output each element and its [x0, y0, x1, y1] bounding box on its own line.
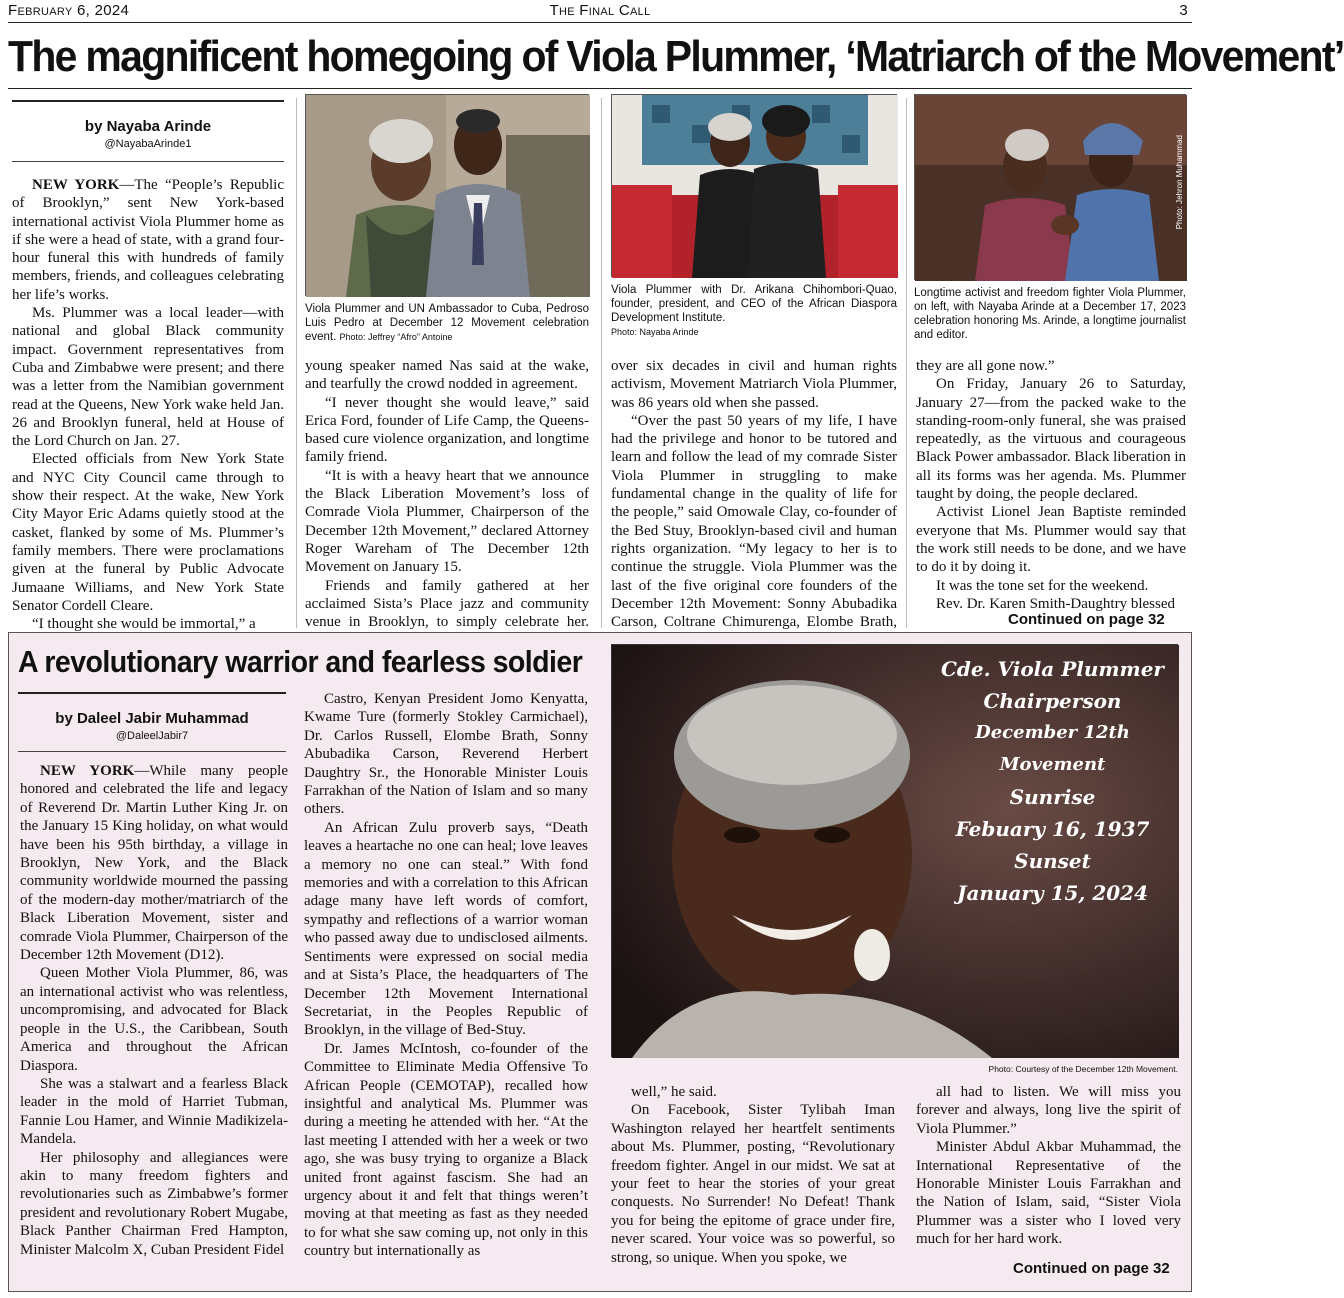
article-paragraph [916, 375, 1186, 503]
article-paragraph [611, 1083, 895, 1101]
article2-column-1 [20, 762, 288, 1288]
article-paragraph [304, 819, 588, 1040]
paragraph-text: “It is with a heavy heart that we announce the Black Liberation Movement’s loss of Comrade Viola Plummer, Chairperson of the December 12th Movement,” declared Attorney Roger Wareham of The December 12th Movement on January 15. [305, 467, 589, 576]
paragraph-text: Queen Mother Viola Plummer, 86, was an international activist who was relentless, uncompromising, and advocated for Black people in the U.S., the Caribbean, South America and throughout the African Diaspora. [20, 965, 288, 1074]
photo2-credit: Photo: Nayaba Arinde [611, 327, 699, 337]
photo1-caption-text: Viola Plummer and UN Ambassador to Cuba, Pedroso Luis Pedro at December 12 Movement celebration event. [305, 303, 589, 343]
paragraph-text: they are all gone now.” [916, 358, 1055, 374]
article-paragraph [304, 690, 588, 819]
photo-plummer-chihombori-image [612, 95, 898, 278]
paragraph-text: Minister Abdul Akbar Muhammad, the International Representative of the Honorable Minister Louis Farrakhan and the Nation of Islam, said, “Sister Viola Plummer was a sister who I loved very much for her hard work. [916, 1139, 1181, 1248]
photo3-caption: Longtime activist and freedom fighter Viola Plummer, on left, with Nayaba Arinde at a December 17, 2023 celebration honoring Ms. Arinde, a longtime journalist and editor. [914, 287, 1186, 341]
portrait-memorial-text [930, 653, 1175, 909]
paragraph-text: young speaker named Nas said at the wake, and tearfully the crowd nodded in agreement. [305, 358, 589, 393]
photo-plummer-chihombori [611, 94, 897, 277]
article-paragraph [20, 1075, 288, 1149]
portrait-viola-plummer [611, 644, 1178, 1057]
memorial-line: Chairperson [983, 689, 1122, 713]
paragraph-text: all had to listen. We will miss you forever and always, long live the spirit of Viola Plummer.” [916, 1084, 1181, 1137]
article1-column-3 [611, 357, 897, 631]
header-rule [8, 22, 1192, 23]
paragraph-text: “I thought she would be immortal,” a [32, 616, 256, 633]
paragraph-text: Rev. Dr. Karen Smith-Daughtry blessed [936, 595, 1175, 612]
memorial-line: Sunset [1014, 849, 1091, 873]
article1-byline [12, 100, 284, 162]
paragraph-text: —The “People’s Republic of Brooklyn,” sent New York-based international activist Viola Plummer home as if she were a head of state, with a grand four-hour funeral this with hundreds of family members, friends, and colleagues celebrating her life’s works. [12, 177, 284, 303]
article-paragraph [916, 357, 1186, 375]
paragraph-text: Dr. James McIntosh, co-founder of the Committee to Eliminate Media Offensive To African People (CEMOTAP), recalled how insightful and analytical Ms. Plummer was during a meeting he attended with her. “At the last meeting I attended with her a week or two ago, she was busy trying to organize a Black united front against fascism. She had an urgency about it and felt that things weren’t moving at that meeting as fast as they needed to for what she saw coming up, not only in this country but internationally as [304, 1040, 588, 1260]
article-paragraph [304, 1040, 588, 1261]
photo-plummer-ambassador-image [306, 95, 590, 297]
article-paragraph [12, 176, 284, 304]
article-paragraph [20, 1149, 288, 1259]
photo1-credit: Photo: Jeffrey “Afro” Antoine [339, 332, 453, 342]
paragraph-text: over six decades in civil and human rights activism, Movement Matriarch Viola Plummer, was 86 years old when she passed. [611, 358, 897, 411]
photo-plummer-ambassador [305, 94, 589, 296]
memorial-line: December 12th Movement [975, 722, 1130, 775]
main-headline: The magnificent homegoing of Viola Plummer, ‘Matriarch of the Movement’ [8, 32, 1344, 81]
issue-date: February 6, 2024 [8, 2, 130, 19]
article-paragraph [611, 412, 897, 650]
paragraph-text: Friends and family gathered at her acclaimed Sista’s Place jazz and community venue in Brooklyn, to simply celebrate her. [305, 577, 589, 631]
article-paragraph [12, 615, 284, 633]
page-number: 3 [1179, 2, 1188, 19]
article2-column-4 [916, 1083, 1181, 1253]
column-divider [296, 98, 297, 628]
photo1-caption [305, 302, 589, 344]
article-paragraph [20, 964, 288, 1074]
article-paragraph [916, 1083, 1181, 1138]
paragraph-text: On Facebook, Sister Tylibah Iman Washington relayed her heartfelt sentiments about Ms. Plummer, posting, “Revolutionary freedom fighter. Angel in our midst. We sat at your feet to hear the stories of your great conquests. No Surrender! No Defeat! Thank you for being the epitome of grace under fire, never scared. Your voice was so powerful, so strong, so unique. When you spoke, we [611, 1102, 895, 1266]
dateline: NEW YORK [32, 177, 120, 193]
photo-plummer-arinde-image [915, 95, 1187, 281]
dateline: NEW YORK [40, 763, 135, 779]
photo-plummer-arinde [914, 94, 1186, 280]
article-paragraph [305, 467, 589, 577]
paragraph-text: Ms. Plummer was a local leader—with national and global Black community impact. Government representatives from Cuba and Zimbabwe were present; and there was a letter from the Namibian government read at the Queens, New York wake held Jan. 26 and Brooklyn funeral, held at House of the Lord Church on Jan. 27. [12, 305, 285, 450]
portrait-credit: Photo: Courtesy of the December 12th Movement. [988, 1064, 1178, 1074]
photo3-credit: Photo: Jehron Muhammad [1175, 135, 1184, 230]
article-paragraph [611, 1101, 895, 1267]
article-paragraph [916, 577, 1186, 595]
paragraph-text: It was the tone set for the weekend. [936, 577, 1149, 594]
paragraph-text: Activist Lionel Jean Baptiste reminded everyone that Ms. Plummer would say that the work still needs to be done, and we have to do it by doing it. [916, 504, 1186, 576]
memorial-line: Cde. Viola Plummer [941, 657, 1164, 681]
article1-continued-label: Continued on page 32 [1008, 611, 1165, 628]
column-divider [906, 98, 907, 628]
paragraph-text: Castro, Kenyan President Jomo Kenyatta, Kwame Ture (formerly Stokley Carmichael), Dr. Carlos Russell, Elombe Brath, Sonny Abubadika Carson, Reverend Herbert Daughtry Sr., the Honorable Minister Louis Farrakhan of the Nation of Islam and so many others. [304, 691, 588, 818]
article-paragraph [916, 1138, 1181, 1248]
article-paragraph [305, 357, 589, 394]
article-paragraph [20, 762, 288, 964]
paragraph-text: She was a stalwart and a fearless Black leader in the mold of Harriet Tubman, Fannie Lou Hamer, and Winnie Madikizela-Mandela. [20, 1075, 288, 1148]
paragraph-text: “I never thought she would leave,” said Erica Ford, founder of Life Camp, the Queens-based cure violence organization, and longtime family friend. [305, 394, 589, 466]
article-paragraph [305, 394, 589, 467]
memorial-line: Febuary 16, 1937 [955, 817, 1150, 841]
byline-handle: @DaleelJabir7 [115, 730, 189, 742]
byline-handle: @NayabaArinde1 [104, 138, 192, 150]
article1-column-2 [305, 357, 589, 631]
article1-column-1 [12, 176, 285, 633]
article-paragraph [12, 304, 284, 450]
article1-column-4 [916, 357, 1186, 611]
photo2-caption-text: Viola Plummer with Dr. Arikana Chihombori-Quao, founder, president, and CEO of the African Diaspora Development Institute. [611, 284, 897, 324]
photo2-caption [611, 283, 897, 339]
byline-name: by Daleel Jabir Muhammad [55, 710, 249, 727]
memorial-line: Sunrise [1009, 785, 1096, 809]
paragraph-text: Her philosophy and allegiances were akin to many freedom fighters and revolutionaries such as Zimbabwe’s former president and revolutionary Robert Mugabe, Black Panther Chairman Fred Hampton, Minister Malcolm X, Cuban President Fidel [20, 1149, 288, 1258]
paragraph-text: well,” he said. [631, 1084, 717, 1100]
article2-column-2 [304, 690, 588, 1288]
headline-rule [8, 88, 1192, 89]
newspaper-name: The Final Call [549, 2, 651, 19]
byline-name: by Nayaba Arinde [84, 118, 212, 135]
article2-headline: A revolutionary warrior and fearless soldier [18, 644, 583, 679]
paragraph-text: On Friday, January 26 to Saturday, January 27—from the packed wake to the standing-room-only funeral, she was praised repeatedly, as the virtuous and courageous Black Power ambassador. Black liberation in all its forms was her agenda. Ms. Plummer taught by doing, the people declared. [916, 376, 1186, 503]
memorial-line: January 15, 2024 [956, 881, 1148, 905]
article2-continued-label: Continued on page 32 [1013, 1260, 1170, 1277]
article-paragraph [916, 503, 1186, 576]
article2-column-3 [611, 1083, 895, 1288]
article-paragraph [611, 357, 897, 412]
paragraph-text: “Over the past 50 years of my life, I have had the privilege and honor to be tutored and learn and follow the lead of my comrade Sister Viola Plummer in struggling to make fundamental change in the quality of life for the people,” said Omowale Clay, co-founder of the Bed Stuy, Brooklyn-based civil and human rights organization. “My legacy to her is to continue the struggle. Viola Plummer was the last of the five original core founders of the December 12th Movement: Sonny Abubadika Carson, Coltrane Chimurenga, Elombe Brath, [611, 412, 897, 631]
column-divider [601, 98, 602, 628]
paragraph-text: An African Zulu proverb says, “Death leaves a heartache no one can heal; love leaves a memory no one can steal.” With fond memories and with a correlation to this African adage many have left words of comfort, sympathy and reflections of a warrior woman who passed away due to undisclosed ailments. Sentiments were expressed on social media and at Sista’s Place, the headquarters of The December 12th Movement International Secretariat, in the Peoples Republic of Brooklyn, in the village of Bed-Stuy. [304, 819, 588, 1039]
article2-byline [18, 692, 286, 752]
paragraph-text: Elected officials from New York State and NYC City Council came through to show their respect. At the wake, New York City Mayor Eric Adams quietly stood at the casket, flanked by some of Ms. Plummer’s family members. There were proclamations given at the funeral by Public Advocate Jumaane Williams, and New York State Senator Cordell Cleare. [12, 451, 284, 614]
article-paragraph [12, 450, 284, 615]
paragraph-text: —While many people honored and celebrated the life and legacy of Reverend Dr. Martin Luther King Jr. on the January 15 King holiday, on what would have been his 95th birthday, a village in Brooklyn, New York, and the Black community worldwide mourned the passing of the modern-day mother/matriarch of the Black Liberation Movement, sister and comrade Viola Plummer, Chairperson of the December 12th Movement (D12). [20, 763, 288, 964]
